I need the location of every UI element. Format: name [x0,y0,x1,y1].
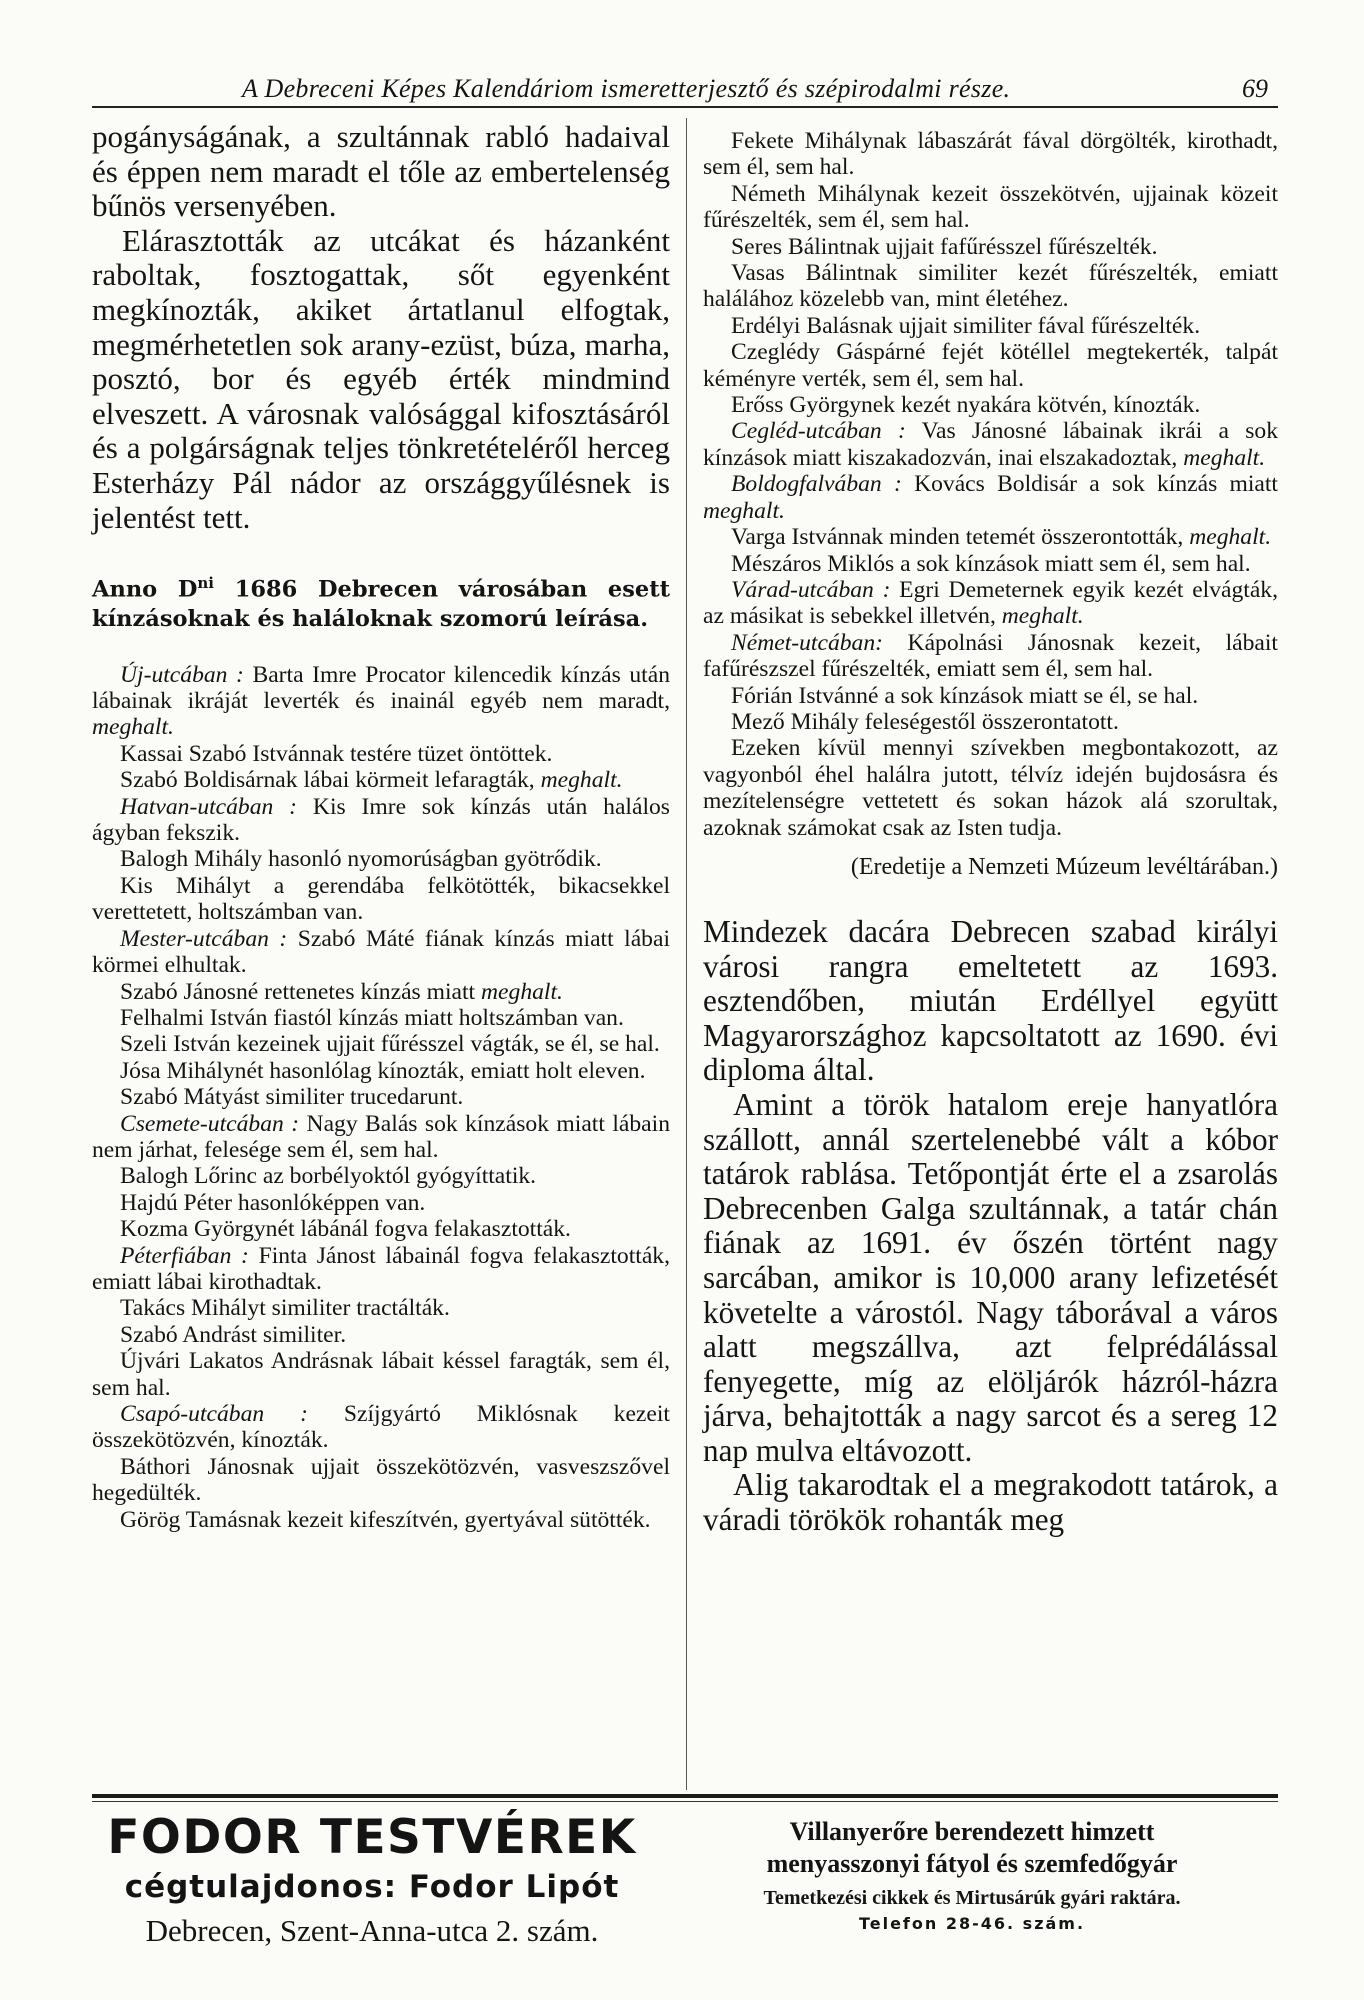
street-name: Új-utcában : [120,661,244,688]
entry-text: Balogh Lőrinc az borbélyoktól gyógyíttatik. [120,1163,537,1190]
entry-text: Szabó Andrást similiter. [120,1321,347,1348]
entry-text: Erőss Györgynek kezét nyakára kötvén, kínozták. [731,392,1201,419]
entry-text: Szabó Mátyást similiter trucedarunt. [120,1084,464,1111]
entry-text: Erdélyi Balásnak ujjait similiter fával fűrészelték. [731,312,1201,339]
ad-owner: cégtulajdonos: Fodor Lipót [124,1869,620,1905]
outro-paragraph: Amint a török hatalom ereje hanyatlóra szállott, annál szertelenebbé vált a kóbor tatárok rablása. Tetőpontját érte el a zsarolás Debrecenben Galga szultánnak, a tatár chán fiának az 1691. év őszén történt nagy sarcában, amikor is 10,000 arany lefizetését követelte a várostól. Nagy táborával a város alatt megszállva, azt felprédálással fenyegette, míg az elöljárók házról-házra járva, behajtották a nagy sarcot és a sereg 12 nap mulva eltávozott. [703,1086,1278,1468]
entry-text: Kis Mihályt a gerendába felkötötték, bikacsekkel verettetett, holtszámban van. [92,872,670,926]
death-note: meghalt. [1001,603,1084,630]
section-heading [92,569,670,634]
entry-paragraph [92,1322,670,1348]
entry-paragraph [92,979,670,1005]
entry-paragraph [92,741,670,767]
entry-paragraph [92,662,670,741]
entry-text: Kápolnási Jánosnak kezeit, lábait fafűrészszel fűrészelték, emiatt sem él, sem hal. [703,629,1278,683]
entry-paragraph [92,873,670,926]
entry-text: Felhalmi István fiastól kínzás miatt holtszámban van. [120,1004,624,1031]
entry-text: Vasas Bálintnak similiter kezét fűrészelték, emiatt halálához közelebb van, mint életéhez. [703,260,1278,313]
outro-text [703,915,1278,1538]
entry-text: Hajdú Péter hasonlóképpen van. [120,1189,426,1216]
entry-paragraph [703,234,1278,260]
entry-text: Varga Istvánnak minden tetemét összerontották, [731,524,1190,551]
entry-text: Mező Mihály feleségestől összerontatott. [731,708,1119,735]
left-column [92,120,670,1533]
entry-paragraph [703,392,1278,418]
entry-text: Vas Jánosné lábainak ikrái a sok kínzások miatt kiszakadozván, inai elszakadoztak, [703,418,1278,471]
entry-paragraph [703,471,1278,524]
entry-paragraph [92,1163,670,1189]
ad-line-3: Temetkezési cikkek és Mirtusárúk gyári raktára. [763,1887,1181,1909]
entry-paragraph [92,1031,670,1057]
column-divider [686,118,687,1790]
entry-text: Seres Bálintnak ujjait fafűrésszel fűrészelték. [731,233,1158,260]
entry-text: Szeli István kezeinek ujjait fűrésszel vágták, se él, se hal. [120,1031,660,1058]
entry-paragraph [92,1111,670,1164]
death-note: meghalt. [703,497,785,524]
entry-text: Szabó Boldisárnak lábai körmeit lefaragták, [120,767,541,794]
entry-text: Barta Imre Procator kilencedik kínzás után lábainak ikráját leverték és inainál egyéb nem maradt, [92,661,670,715]
heading-pre: Anno D [92,576,198,603]
street-name: Német-utcában: [731,629,883,656]
entry-text: Mészáros Miklós a sok kínzások miatt sem él, sem hal. [731,550,1251,577]
entry-paragraph [92,1190,670,1216]
entry-text: Fekete Mihálynak lábaszárát fával dörgölték, kirothadt, sem él, sem hal. [703,128,1278,181]
entry-text: Fórián Istvánné a sok kínzások miatt se él, se hal. [731,682,1199,709]
street-name: Csapó-utcában : [120,1401,308,1427]
outro-paragraph: Mindezek dacára Debrecen szabad királyi városi rangra emeltetett az 1693. esztendőben, miután Erdéllyel együtt Magyarországhoz kapcsoltatott az 1690. évi diploma által. [703,913,1278,1088]
entry-text: Kozma Györgynét lábánál fogva felakasztották. [120,1216,571,1243]
entry-paragraph [92,1454,670,1507]
death-note: meghalt. [1189,524,1272,551]
entry-paragraph [703,524,1278,550]
entry-paragraph [92,1216,670,1242]
entry-paragraph [703,260,1278,313]
right-entry-list [703,128,1278,841]
entry-paragraph [92,1401,670,1454]
entry-paragraph [703,128,1278,181]
death-note: meghalt. [540,767,623,794]
entry-text: Szabó Máté fiának kínzás miatt lábai körmei elhultak. [92,925,671,979]
street-name: Péterfiában : [120,1242,249,1269]
entry-text: Szabó Jánosné rettenetes kínzás miatt [120,978,482,1005]
entry-paragraph [703,339,1278,392]
entry-text: Czeglédy Gáspárné fejét kötéllel megtekerték, talpát kéményre verték, sem él, sem hal. [703,339,1278,392]
running-header [92,68,1278,108]
entry-paragraph [703,709,1278,735]
intro-text [92,120,670,535]
entry-text: Balogh Mihály hasonló nyomorúságban gyötrődik. [120,846,602,873]
entry-paragraph [92,1348,670,1401]
entry-text: Kovács Boldisár a sok kínzás miatt [901,471,1278,498]
street-name: Csemete-utcában : [120,1110,300,1137]
bottom-rule-thin [92,1801,1278,1802]
advertisement [92,1812,1278,1962]
heading-post: 1686 Debrecen városában esett kínzásoknak és haláloknak szomorú leírása. [92,576,670,632]
left-entry-list [92,662,670,1533]
right-column [703,128,1278,1538]
entry-paragraph [92,794,670,847]
ad-address: Debrecen, Szent-Anna-utca 2. szám. [145,1913,599,1948]
entry-text: Jósa Mihálynét hasonlólag kínozták, emiatt holt eleven. [120,1057,646,1084]
ad-phone: Telefon 28-46. szám. [858,1914,1086,1933]
entry-paragraph [92,1084,670,1110]
street-name: Mester-utcában : [120,925,288,952]
entry-text: Görög Tamásnak kezeit kifeszítvén, gyertyával sütötték. [120,1506,651,1533]
ad-line-1: Villanyerőre berendezett himzett [789,1817,1155,1846]
ad-firm-name: FODOR TESTVÉREK [107,1810,637,1865]
entry-paragraph [703,683,1278,709]
outro-paragraph: Alig takarodtak el a megrakodott tatárok, a váradi törökök rohanták meg [703,1467,1278,1538]
entry-paragraph [92,1243,670,1296]
entry-text: Nagy Balás sok kínzások miatt lábain nem járhat, felesége sem él, sem hal. [92,1110,670,1163]
running-title: A Debreceni Képes Kalendáriom ismeretterjesztő és szépirodalmi része. [242,74,1011,103]
entry-paragraph [92,1005,670,1031]
entry-text: Báthori Jánosnak ujjait összekötözvén, vasveszszővel hegedülték. [92,1453,670,1507]
bottom-rule [92,1794,1278,1798]
entry-paragraph [92,1295,670,1321]
page-number: 69 [1242,74,1268,103]
entry-text: Kassai Szabó Istvánnak testére tüzet öntöttek. [120,740,553,767]
entry-paragraph [703,551,1278,577]
entry-text: Finta Jánost lábainál fogva felakasztották, emiatt lábai kirothadtak. [92,1242,671,1295]
entry-paragraph [703,735,1278,841]
death-note: meghalt. [481,978,563,1005]
entry-paragraph [703,313,1278,339]
entry-paragraph [703,181,1278,234]
street-name: Várad-utcában : [731,576,891,603]
entry-text: Takács Mihályt similiter tractálták. [120,1295,450,1322]
entry-text: Szíjgyártó Miklósnak kezeit összekötözvén, kínozták. [92,1401,670,1454]
intro-paragraph: Elárasztották az utcákat és házanként raboltak, fosztogattak, sőt egyenként megkínozták, akiket ártatlanul elfogtak, megmérhetetlen sok arany-ezüst, búza, marha, posztó, bor és egyéb érték mindmind elveszett. A városnak valósággal kifosztásáról és a polgárságnak teljes tönkretételéről herceg Esterházy Pál nádor az országgyűlésnek is jelentést tett. [92,222,670,535]
entry-text: Németh Mihálynak kezeit összekötvén, ujjainak közeit fűrészelték, sem él, sem hal. [703,180,1278,234]
entry-paragraph [92,926,670,979]
ad-left-block [92,1812,652,1950]
heading-sup: ni [197,574,214,593]
ad-line-2: menyasszonyi fátyol és szemfedőgyár [766,1849,1178,1878]
entry-text: Egri Demeternek egyik kezét elvágták, az másikat is sebekkel illetvén, [703,576,1279,630]
entry-paragraph [703,630,1278,683]
death-note: meghalt. [1183,444,1266,471]
entry-text: Újvári Lakatos Andrásnak lábait késsel faragták, sem él, sem hal. [92,1348,670,1401]
street-name: Boldogfalvában : [731,471,902,498]
entry-paragraph [703,418,1278,471]
entry-text: Ezeken kívül mennyi szívekben megbontakozott, az vagyonból éhel halálra jutott, télvíz idején bujdosásra és mezítelenségre vettetett és sokan házok alá szorultak, azoknak számokat csak az Isten tudja. [703,735,1278,841]
entry-paragraph [92,767,670,793]
street-name: Hatvan-utcában : [120,793,298,820]
entry-paragraph [92,1058,670,1084]
street-name: Cegléd-utcában : [731,418,906,445]
death-note: meghalt. [92,714,174,741]
entry-paragraph [703,577,1278,630]
entry-text: Kis Imre sok kínzás után halálos ágyban fekszik. [92,793,670,847]
entry-paragraph [92,1507,670,1533]
ad-right-block [662,1816,1282,1936]
source-note: (Eredetije a Nemzeti Múzeum levéltárában.) [850,853,1278,880]
intro-paragraph: pogányságának, a szultánnak rabló hadaival és éppen nem maradt el tőle az embertelenség bűnös versenyében. [92,119,670,224]
entry-paragraph [92,846,670,872]
